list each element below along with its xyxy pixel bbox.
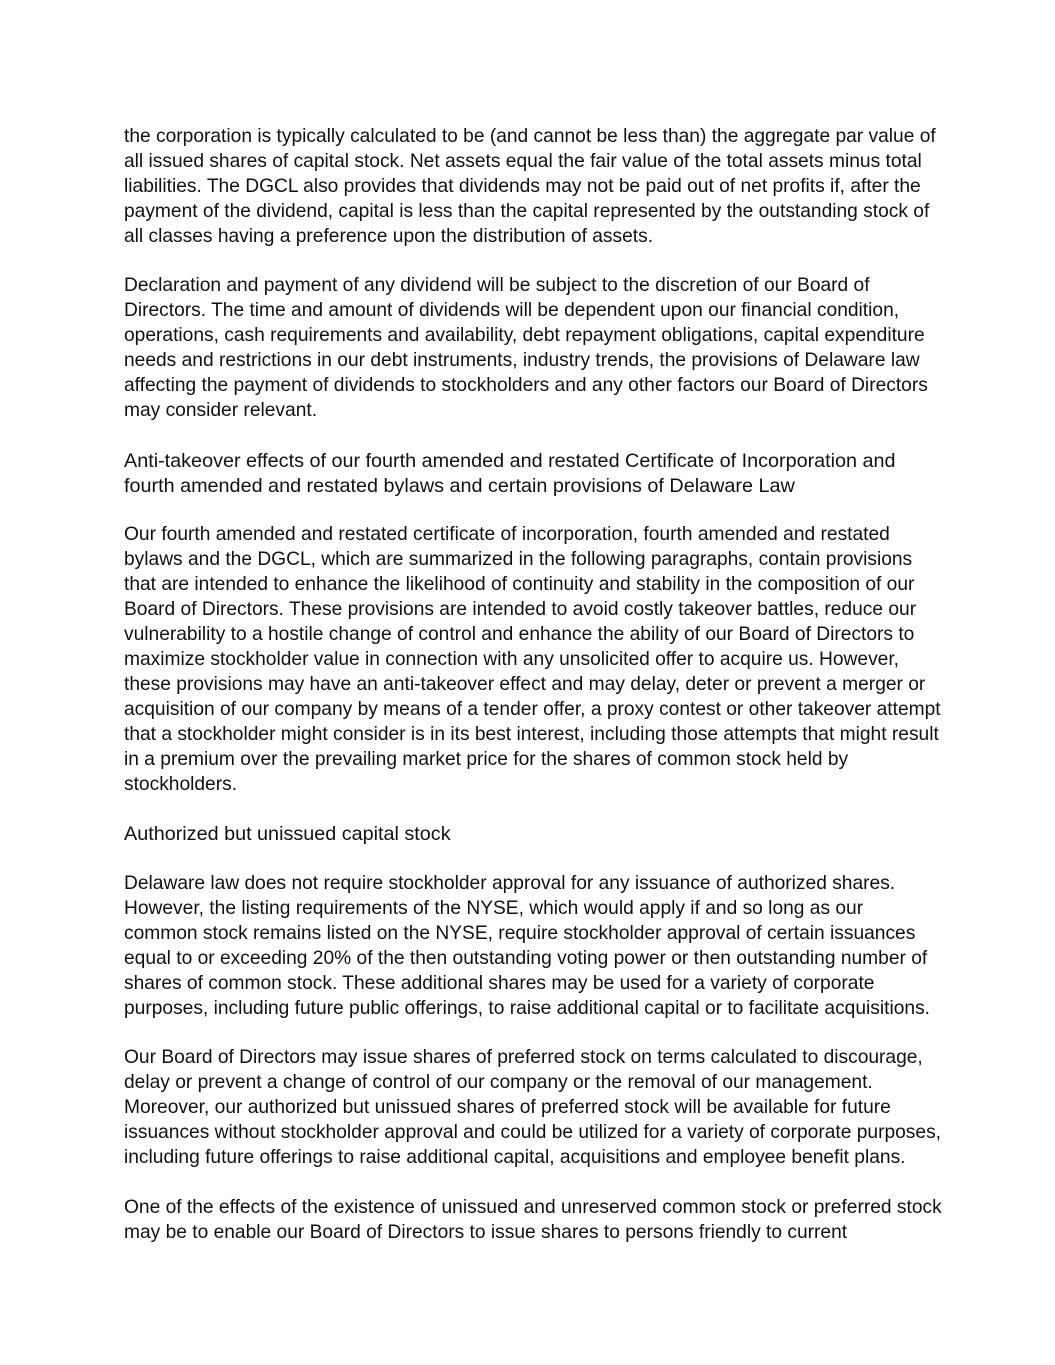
text-line: including future offerings to raise additional capital, acquisitions and employee benefit plans. xyxy=(124,1147,906,1169)
text-line: Our Board of Directors may issue shares of preferred stock on terms calculated to discourage, xyxy=(124,1047,923,1069)
text-line: stockholders. xyxy=(124,773,238,795)
text-line: may be to enable our Board of Directors to issue shares to persons friendly to current xyxy=(124,1221,848,1243)
text-line: acquisition of our company by means of a tender offer, a proxy contest or other takeover attempt xyxy=(124,698,941,720)
text-line: Directors. The time and amount of dividends will be dependent upon our financial condition, xyxy=(124,300,900,322)
text-line: bylaws and the DGCL, which are summarized in the following paragraphs, contain provisions xyxy=(124,549,913,571)
text-line: However, the listing requirements of the NYSE, which would apply if and so long as our xyxy=(124,898,864,920)
text-line: purposes, including future public offerings, to raise additional capital or to facilitate acquisitions. xyxy=(124,997,930,1019)
text-line: may consider relevant. xyxy=(124,399,318,421)
text-line: Delaware law does not require stockholder approval for any issuance of authorized shares. xyxy=(124,873,896,895)
heading-line: Authorized but unissued capital stock xyxy=(124,823,451,846)
text-line: liabilities. The DGCL also provides that dividends may not be paid out of net profits if, after the xyxy=(124,175,921,197)
text-line: in a premium over the prevailing market price for the shares of common stock held by xyxy=(124,748,849,770)
section-heading-anti-takeover xyxy=(124,449,932,499)
text-line: delay or prevent a change of control of our company or the removal of our management. xyxy=(124,1072,873,1094)
text-line: Moreover, our authorized but unissued shares of preferred stock will be available for future xyxy=(124,1097,891,1119)
text-line: these provisions may have an anti-takeover effect and may delay, deter or prevent a merger or xyxy=(124,673,926,695)
text-line: Declaration and payment of any dividend will be subject to the discretion of our Board of xyxy=(124,275,870,297)
text-line: One of the effects of the existence of unissued and unreserved common stock or preferred stock xyxy=(124,1196,942,1218)
section-heading-authorized-stock xyxy=(124,822,932,847)
text-line: that a stockholder might consider is in its best interest, including those attempts that might result xyxy=(124,723,939,745)
paragraph-preferred-stock xyxy=(124,1046,941,1171)
heading-line: Anti-takeover effects of our fourth amended and restated Certificate of Incorporation and xyxy=(124,449,896,472)
text-line: issuances without stockholder approval and could be utilized for a variety of corporate purposes, xyxy=(124,1122,941,1144)
paragraph-anti-takeover xyxy=(124,523,941,797)
text-line: all issued shares of capital stock. Net assets equal the fair value of the total assets minus total xyxy=(124,150,922,172)
text-line: affecting the payment of dividends to stockholders and any other factors our Board of Directors xyxy=(124,375,928,397)
heading-line: fourth amended and restated bylaws and certain provisions of Delaware Law xyxy=(124,474,795,497)
text-line: common stock remains listed on the NYSE, require stockholder approval of certain issuances xyxy=(124,922,916,944)
document-page xyxy=(124,125,942,1271)
text-line: needs and restrictions in our debt instruments, industry trends, the provisions of Delaware law xyxy=(124,350,920,372)
text-line: payment of the dividend, capital is less than the capital represented by the outstanding stock of xyxy=(124,200,930,222)
text-line: that are intended to enhance the likelihood of continuity and stability in the composition of our xyxy=(124,574,915,596)
text-line: vulnerability to a hostile change of control and enhance the ability of our Board of Directors to xyxy=(124,624,915,646)
paragraph-dividend-declaration xyxy=(124,274,932,423)
text-line: maximize stockholder value in connection with any unsolicited offer to acquire us. However, xyxy=(124,648,900,670)
text-line: Board of Directors. These provisions are intended to avoid costly takeover battles, reduce our xyxy=(124,599,917,621)
text-line: Our fourth amended and restated certificate of incorporation, fourth amended and restated xyxy=(124,524,890,546)
paragraph-unissued-effects xyxy=(124,1196,942,1246)
text-line: shares of common stock. These additional shares may be used for a variety of corporate xyxy=(124,972,875,994)
paragraph-delaware-law xyxy=(124,872,932,1021)
text-line: operations, cash requirements and availability, debt repayment obligations, capital expenditure xyxy=(124,325,925,347)
text-line: all classes having a preference upon the distribution of assets. xyxy=(124,225,654,247)
paragraph-par-value xyxy=(124,125,936,250)
text-line: the corporation is typically calculated to be (and cannot be less than) the aggregate par value of xyxy=(124,126,936,147)
text-line: equal to or exceeding 20% of the then outstanding voting power or then outstanding number of xyxy=(124,947,928,969)
